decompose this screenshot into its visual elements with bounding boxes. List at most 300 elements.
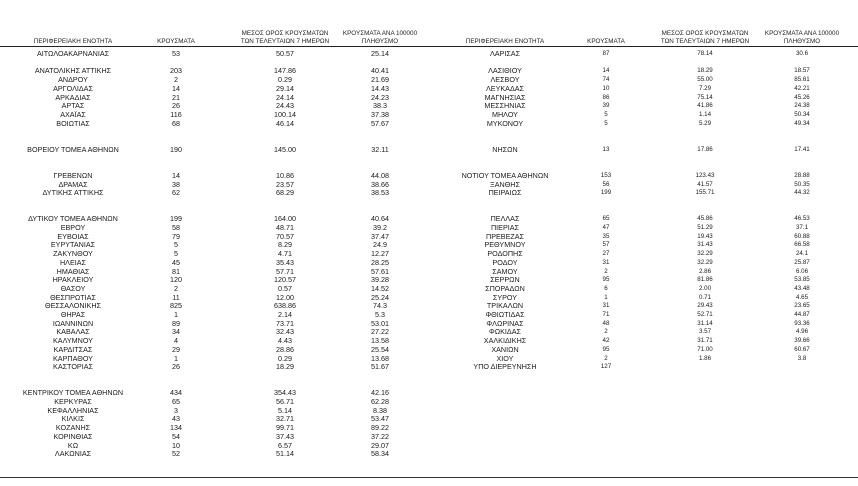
cases-cell: 14	[172, 170, 180, 180]
cases-cell: 29	[172, 344, 180, 354]
cases-cell: 26	[172, 362, 180, 372]
header-avg-line1: ΜΕΣΟΣ ΟΡΟΣ ΚΡΟΥΣΜΑΤΩΝ	[661, 30, 749, 37]
avg-7-days-cell: 354.43	[274, 388, 296, 398]
region-cell: ΒΟΙΩΤΙΑΣ	[56, 118, 90, 128]
cases-cell: 5	[174, 240, 178, 250]
avg-7-days-cell: 51.29	[697, 224, 713, 231]
table-row	[0, 111, 430, 119]
cases-cell: 134	[170, 423, 182, 433]
region-cell: ΒΟΡΕΙΟΥ ΤΟΜΕΑ ΑΘΗΝΩΝ	[27, 144, 119, 154]
table-row	[430, 120, 858, 128]
cases-cell: 199	[600, 189, 612, 197]
region-cell: ΚΕΝΤΡΙΚΟΥ ΤΟΜΕΑ ΑΘΗΝΩΝ	[22, 388, 124, 398]
avg-7-days-cell: 37.43	[276, 431, 294, 441]
region-cell: ΚΑΛΥΜΝΟΥ	[53, 336, 93, 346]
per-100000-cell: 17.41	[794, 145, 810, 153]
avg-7-days-cell: 81.86	[697, 276, 713, 284]
avg-7-days-cell: 4.43	[278, 336, 292, 346]
avg-7-days-cell: 31.43	[697, 241, 713, 249]
avg-7-days-cell: 32.29	[697, 250, 713, 258]
avg-7-days-cell: 0.29	[278, 353, 292, 363]
region-cell: ΛΑΣΙΘΙΟΥ	[488, 66, 522, 76]
table-row	[0, 189, 430, 197]
cases-cell: 56	[602, 180, 610, 188]
per-100000-cell: 37.38	[371, 109, 389, 119]
region-cell: ΜΗΛΟΥ	[492, 109, 518, 119]
table-row	[430, 76, 858, 84]
table-row	[0, 76, 430, 84]
region-cell: ΑΧΑΪΑΣ	[60, 109, 86, 119]
header-avg-line2: ΤΩΝ ΤΕΛΕΥΤΑΙΩΝ 7 ΗΜΕΡΩΝ	[240, 37, 330, 45]
region-cell: ΚΕΦΑΛΛΗΝΙΑΣ	[47, 405, 99, 415]
avg-7-days-cell: 17.86	[697, 145, 713, 153]
region-cell: ΓΡΕΒΕΝΩΝ	[53, 170, 93, 180]
avg-7-days-cell: 120.57	[274, 275, 296, 285]
avg-7-days-cell: 55.00	[697, 76, 713, 84]
cases-cell: 127	[600, 363, 612, 371]
header-region: ΠΕΡΙΦΕΡΕΙΑΚΗ ΕΝΟΤΗΤΑ	[33, 38, 113, 45]
avg-7-days-cell: 56.71	[276, 397, 294, 406]
table-row	[430, 111, 858, 119]
region-cell: ΗΜΑΘΙΑΣ	[56, 266, 90, 276]
cases-cell: 434	[170, 388, 182, 398]
per-100000-cell: 40.64	[371, 214, 389, 224]
per-100000-cell: 42.16	[371, 388, 389, 398]
cases-cell: 11	[172, 292, 180, 302]
cases-cell: 2	[604, 328, 608, 336]
cases-cell: 1	[174, 353, 178, 363]
region-cell: ΛΑΚΩΝΙΑΣ	[54, 449, 92, 459]
avg-7-days-cell: 164.00	[274, 214, 296, 224]
avg-7-days-cell: 32.43	[276, 327, 294, 337]
region-cell: ΑΝΑΤΟΛΙΚΗΣ ΑΤΤΙΚΗΣ	[34, 66, 112, 76]
table-row	[430, 50, 858, 58]
avg-7-days-cell: 147.86	[274, 66, 296, 76]
table-bottom-rule	[0, 477, 858, 478]
table-row	[0, 450, 430, 458]
per-100000-cell: 6.06	[795, 267, 809, 275]
cases-cell: 120	[170, 275, 182, 285]
region-cell: ΝΗΣΩΝ	[492, 144, 518, 154]
per-100000-cell: 44.08	[371, 170, 389, 180]
region-cell: ΔΡΑΜΑΣ	[58, 179, 88, 189]
avg-7-days-cell: 99.71	[276, 423, 294, 433]
per-100000-cell: 28.25	[371, 257, 389, 267]
per-100000-cell: 14.52	[371, 283, 389, 293]
region-cell: ΠΕΛΛΑΣ	[490, 214, 520, 224]
header-cases: ΚΡΟΥΣΜΑΤΑ	[157, 38, 195, 45]
region-cell: ΚΑΣΤΟΡΙΑΣ	[53, 362, 93, 372]
avg-7-days-cell: 3.57	[698, 328, 712, 336]
cases-cell: 62	[172, 188, 180, 198]
cases-cell: 5	[604, 119, 608, 127]
table-row	[0, 346, 430, 354]
per-100000-cell: 53.01	[371, 318, 389, 328]
header-avg-7-days	[645, 30, 765, 45]
cases-cell: 71	[602, 311, 610, 318]
avg-7-days-cell: 6.57	[278, 440, 292, 450]
region-cell: ΠΡΕΒΕΖΑΣ	[486, 231, 524, 241]
cases-cell: 79	[172, 231, 180, 241]
region-cell: ΡΟΔΟΥ	[492, 257, 518, 267]
cases-cell: 65	[172, 397, 180, 406]
region-cell: ΜΑΓΝΗΣΙΑΣ	[484, 92, 526, 102]
avg-7-days-cell: 28.86	[276, 344, 294, 354]
per-100000-cell: 25.54	[371, 344, 389, 354]
per-100000-cell: 18.57	[794, 67, 810, 75]
region-cell: ΑΡΤΑΣ	[61, 101, 85, 111]
per-100000-cell: 46.53	[794, 215, 810, 223]
region-cell: ΦΩΚΙΔΑΣ	[489, 327, 521, 337]
per-100000-cell: 53.47	[371, 414, 389, 424]
cases-cell: 2	[174, 75, 178, 85]
avg-7-days-cell: 78.14	[697, 50, 713, 57]
table-row	[0, 337, 430, 345]
avg-7-days-cell: 70.57	[276, 231, 294, 241]
per-100000-cell: 57.61	[371, 266, 389, 276]
region-cell: ΚΑΡΠΑΘΟΥ	[53, 353, 93, 363]
per-100000-cell: 85.61	[794, 76, 810, 84]
region-cell: ΚΑΒΑΛΑΣ	[56, 327, 90, 337]
table-row	[0, 120, 430, 128]
cases-cell: 199	[170, 214, 182, 224]
table-row	[0, 102, 430, 110]
cases-cell: 3	[174, 405, 178, 415]
cases-cell: 13	[602, 145, 610, 153]
table-row	[0, 224, 430, 232]
per-100000-cell: 49.34	[794, 119, 810, 127]
cases-cell: 27	[602, 250, 610, 258]
region-cell: ΠΕΙΡΑΙΩΣ	[488, 188, 522, 198]
cases-cell: 1	[604, 293, 608, 301]
region-cell: ΗΛΕΙΑΣ	[59, 257, 87, 267]
cases-cell: 31	[602, 302, 610, 310]
avg-7-days-cell: 4.71	[278, 249, 292, 259]
region-cell: ΗΡΑΚΛΕΙΟΥ	[52, 275, 94, 285]
per-100000-cell: 44.87	[794, 311, 810, 318]
region-cell: ΝΟΤΙΟΥ ΤΟΜΕΑ ΑΘΗΝΩΝ	[461, 170, 549, 180]
avg-7-days-cell: 155.71	[695, 189, 715, 197]
region-cell: ΚΑΡΔΙΤΣΑΣ	[53, 344, 93, 354]
cases-cell: 116	[170, 109, 182, 119]
region-cell: ΞΑΝΘΗΣ	[490, 179, 520, 189]
per-100000-cell: 12.27	[371, 249, 389, 259]
per-100000-cell: 43.48	[794, 284, 810, 292]
header-per-line2: ΠΛΗΘΥΣΜΟ	[361, 37, 399, 45]
avg-7-days-cell: 10.86	[276, 170, 294, 180]
region-cell: ΚΕΡΚΥΡΑΣ	[54, 397, 92, 406]
region-cell: ΘΕΣΣΑΛΟΝΙΚΗΣ	[45, 301, 101, 311]
cases-cell: 38	[172, 179, 180, 189]
table-row	[430, 363, 858, 371]
per-100000-cell: 39.2	[373, 223, 387, 232]
cases-cell: 2	[174, 283, 178, 293]
left-table-header	[0, 0, 430, 44]
per-100000-cell: 66.58	[794, 241, 810, 249]
avg-7-days-cell: 1.14	[698, 110, 712, 118]
region-cell: ΜΕΣΣΗΝΙΑΣ	[484, 101, 526, 111]
table-row	[430, 276, 858, 284]
cases-cell: 95	[602, 345, 610, 353]
avg-7-days-cell: 73.71	[276, 318, 294, 328]
per-100000-cell: 23.65	[794, 302, 810, 310]
avg-7-days-cell: 41.86	[697, 102, 713, 110]
cases-cell: 2	[604, 354, 608, 362]
region-cell: ΣΑΜΟΥ	[492, 266, 518, 276]
avg-7-days-cell: 100.14	[274, 109, 296, 119]
cases-cell: 825	[170, 301, 182, 311]
header-per-line1: ΚΡΟΥΣΜΑΤΑ ΑΝΑ 100000	[764, 30, 840, 37]
table-row	[0, 259, 430, 267]
avg-7-days-cell: 12.00	[276, 292, 294, 302]
cases-cell: 153	[600, 171, 612, 179]
cases-cell: 34	[172, 327, 180, 337]
per-100000-cell: 60.67	[794, 345, 810, 353]
region-cell: ΡΟΔΟΠΗΣ	[487, 249, 523, 259]
region-cell: ΧΑΛΚΙΔΙΚΗΣ	[483, 336, 527, 346]
table-row	[430, 102, 858, 110]
avg-7-days-cell: 31.14	[697, 319, 713, 327]
table-row	[0, 276, 430, 284]
avg-7-days-cell: 68.29	[276, 188, 294, 198]
header-per-100000	[752, 30, 852, 45]
region-cell: ΕΥΡΥΤΑΝΙΑΣ	[50, 240, 96, 250]
avg-7-days-cell: 45.86	[697, 215, 713, 223]
table-row	[0, 50, 430, 58]
region-cell: ΤΡΙΚΑΛΩΝ	[486, 301, 524, 311]
per-100000-cell: 38.66	[371, 179, 389, 189]
region-cell: ΔΥΤΙΚΟΥ ΤΟΜΕΑ ΑΘΗΝΩΝ	[28, 214, 118, 224]
region-cell: ΖΑΚΥΝΘΟΥ	[53, 249, 93, 259]
per-100000-cell: 42.21	[794, 84, 810, 92]
table-row	[430, 259, 858, 267]
table-row	[0, 433, 430, 441]
region-cell: ΑΡΓΟΛΙΔΑΣ	[53, 83, 93, 93]
region-cell: ΛΑΡΙΣΑΣ	[489, 49, 521, 58]
region-cell: ΘΕΣΠΡΩΤΙΑΣ	[50, 292, 96, 302]
cases-cell: 47	[602, 224, 610, 231]
avg-7-days-cell: 31.71	[697, 337, 713, 345]
region-cell: ΦΘΙΩΤΙΔΑΣ	[485, 310, 525, 319]
region-cell: ΛΕΥΚΑΔΑΣ	[485, 83, 524, 93]
region-cell: ΧΑΝΙΩΝ	[491, 344, 519, 354]
per-100000-cell: 53.85	[794, 276, 810, 284]
per-100000-cell: 24.1	[795, 250, 809, 258]
per-100000-cell: 27.22	[371, 327, 389, 337]
avg-7-days-cell: 46.14	[276, 118, 294, 128]
table-row	[430, 189, 858, 197]
per-100000-cell: 3.8	[797, 354, 807, 362]
avg-7-days-cell: 18.29	[697, 67, 713, 75]
cases-cell: 87	[602, 50, 610, 57]
avg-7-days-cell: 8.29	[278, 240, 292, 250]
cases-cell: 53	[172, 49, 180, 58]
per-100000-cell: 24.38	[794, 102, 810, 110]
header-avg-line1: ΜΕΣΟΣ ΟΡΟΣ ΚΡΟΥΣΜΑΤΩΝ	[241, 30, 329, 37]
per-100000-cell: 50.35	[794, 180, 810, 188]
avg-7-days-cell: 75.14	[697, 93, 713, 101]
per-100000-cell: 13.58	[371, 336, 389, 346]
per-100000-cell: 44.32	[794, 189, 810, 197]
cases-cell: 57	[602, 241, 610, 249]
table-row	[0, 146, 430, 154]
avg-7-days-cell: 0.57	[278, 283, 292, 293]
per-100000-cell: 58.34	[371, 449, 389, 459]
avg-7-days-cell: 0.71	[698, 293, 712, 301]
region-cell: ΚΟΖΑΝΗΣ	[55, 423, 91, 433]
per-100000-cell: 93.36	[794, 319, 810, 327]
avg-7-days-cell: 145.00	[274, 144, 296, 154]
per-100000-cell: 57.67	[371, 118, 389, 128]
cases-cell: 4	[174, 336, 178, 346]
avg-7-days-cell: 5.29	[698, 119, 712, 127]
per-100000-cell: 4.96	[795, 328, 809, 336]
table-row	[0, 424, 430, 432]
per-100000-cell: 40.41	[371, 66, 389, 76]
region-cell: ΠΙΕΡΙΑΣ	[490, 223, 519, 232]
header-per-line1: ΚΡΟΥΣΜΑΤΑ ΑΝΑ 100000	[342, 30, 418, 37]
region-cell: ΘΗΡΑΣ	[60, 310, 86, 319]
cases-cell: 48	[602, 319, 610, 327]
region-cell: ΘΑΣΟΥ	[60, 283, 86, 293]
region-cell: ΕΒΡΟΥ	[60, 223, 86, 232]
avg-7-days-cell: 32.29	[697, 258, 713, 266]
cases-cell: 5	[174, 249, 178, 259]
cases-cell: 74	[602, 76, 610, 84]
cases-cell: 190	[170, 144, 182, 154]
table-row	[430, 311, 858, 319]
header-avg-line2: ΤΩΝ ΤΕΛΕΥΤΑΙΩΝ 7 ΗΜΕΡΩΝ	[660, 37, 750, 45]
region-cell: ΦΛΩΡΙΝΑΣ	[486, 318, 524, 328]
table-row	[0, 398, 430, 406]
region-cell: ΑΝΔΡΟΥ	[58, 75, 88, 85]
region-cell: ΧΙΟΥ	[496, 353, 514, 363]
cases-cell: 39	[602, 102, 610, 110]
cases-cell: 54	[172, 431, 180, 441]
cases-cell: 10	[172, 440, 180, 450]
cases-cell: 1	[174, 310, 178, 319]
per-100000-cell: 74.3	[373, 301, 387, 311]
avg-7-days-cell: 29.43	[697, 302, 713, 310]
avg-7-days-cell: 1.86	[698, 354, 712, 362]
avg-7-days-cell: 24.43	[276, 101, 294, 111]
cases-cell: 95	[602, 276, 610, 284]
cases-cell: 65	[602, 215, 610, 223]
cases-cell: 43	[172, 414, 180, 424]
right-table-header	[430, 0, 858, 44]
per-100000-cell: 25.87	[794, 258, 810, 266]
table-row	[430, 224, 858, 232]
cases-cell: 86	[602, 93, 610, 101]
avg-7-days-cell: 29.14	[276, 83, 294, 93]
per-100000-cell: 8.38	[373, 405, 387, 415]
table-row	[430, 346, 858, 354]
avg-7-days-cell: 638.86	[274, 301, 296, 311]
per-100000-cell: 39.28	[371, 275, 389, 285]
cases-cell: 52	[172, 449, 180, 459]
cases-cell: 42	[602, 337, 610, 345]
region-cell: ΣΥΡΟΥ	[492, 292, 518, 302]
region-cell: ΑΡΚΑΔΙΑΣ	[55, 92, 91, 102]
region-cell: ΚΩ	[67, 440, 79, 450]
region-cell: ΑΙΤΩΛΟΑΚΑΡΝΑΝΙΑΣ	[36, 49, 110, 58]
region-cell: ΡΕΘΥΜΝΟΥ	[484, 240, 526, 250]
cases-cell: 6	[604, 284, 608, 292]
per-100000-cell: 38.53	[371, 188, 389, 198]
per-100000-cell: 24.9	[373, 240, 387, 250]
region-cell: ΣΕΡΡΩΝ	[490, 275, 520, 285]
avg-7-days-cell: 32.71	[276, 414, 294, 424]
avg-7-days-cell: 19.43	[697, 232, 713, 240]
region-cell: ΙΩΑΝΝΙΝΩΝ	[52, 318, 94, 328]
region-cell: ΛΕΣΒΟΥ	[490, 75, 520, 85]
per-100000-cell: 21.69	[371, 75, 389, 85]
avg-7-days-cell: 7.29	[698, 84, 712, 92]
per-100000-cell: 13.68	[371, 353, 389, 363]
table-row	[0, 172, 430, 180]
header-cases: ΚΡΟΥΣΜΑΤΑ	[587, 38, 625, 45]
per-100000-cell: 32.11	[371, 144, 389, 154]
cases-cell: 81	[172, 266, 180, 276]
per-100000-cell: 25.14	[371, 49, 389, 58]
cases-cell: 203	[170, 66, 182, 76]
table-row	[430, 250, 858, 258]
table-row	[430, 146, 858, 154]
per-100000-cell: 30.6	[795, 50, 809, 57]
avg-7-days-cell: 123.43	[695, 171, 715, 179]
table-row	[0, 85, 430, 93]
cases-cell: 35	[602, 232, 610, 240]
avg-7-days-cell: 48.71	[276, 223, 294, 232]
per-100000-cell: 37.22	[371, 431, 389, 441]
region-cell: ΚΟΡΙΝΘΙΑΣ	[53, 431, 93, 441]
per-100000-cell: 38.3	[373, 101, 387, 111]
cases-cell: 68	[172, 118, 180, 128]
cases-cell: 58	[172, 223, 180, 232]
avg-7-days-cell: 5.14	[278, 405, 292, 415]
per-100000-cell: 50.34	[794, 110, 810, 118]
header-region: ΠΕΡΙΦΕΡΕΙΑΚΗ ΕΝΟΤΗΤΑ	[465, 38, 545, 45]
region-cell: ΕΥΒΟΙΑΣ	[57, 231, 89, 241]
header-per-100000	[330, 30, 430, 45]
left-header-rule	[0, 46, 430, 47]
cases-cell: 2	[604, 267, 608, 275]
per-100000-cell: 29.07	[371, 440, 389, 450]
avg-7-days-cell: 41.57	[697, 180, 713, 188]
avg-7-days-cell: 57.71	[276, 266, 294, 276]
per-100000-cell: 24.23	[371, 92, 389, 102]
region-cell: ΜΥΚΟΝΟΥ	[486, 118, 524, 128]
table-row	[430, 285, 858, 293]
table-row	[430, 85, 858, 93]
cases-cell: 14	[172, 83, 180, 93]
avg-7-days-cell: 2.00	[698, 284, 712, 292]
avg-7-days-cell: 71.00	[697, 345, 713, 353]
table-row	[0, 285, 430, 293]
per-100000-cell: 62.28	[371, 397, 389, 406]
per-100000-cell: 25.24	[371, 292, 389, 302]
cases-cell: 5	[604, 110, 608, 118]
right-header-rule	[430, 46, 858, 47]
avg-7-days-cell: 18.29	[276, 362, 294, 372]
cases-cell: 10	[602, 84, 610, 92]
region-cell: ΚΙΛΚΙΣ	[61, 414, 85, 424]
cases-cell: 89	[172, 318, 180, 328]
per-100000-cell: 4.65	[795, 293, 809, 301]
per-100000-cell: 89.22	[371, 423, 389, 433]
avg-7-days-cell: 51.14	[276, 449, 294, 459]
region-cell: ΥΠΟ ΔΙΕΡΕΥΝΗΣΗ	[473, 362, 537, 372]
